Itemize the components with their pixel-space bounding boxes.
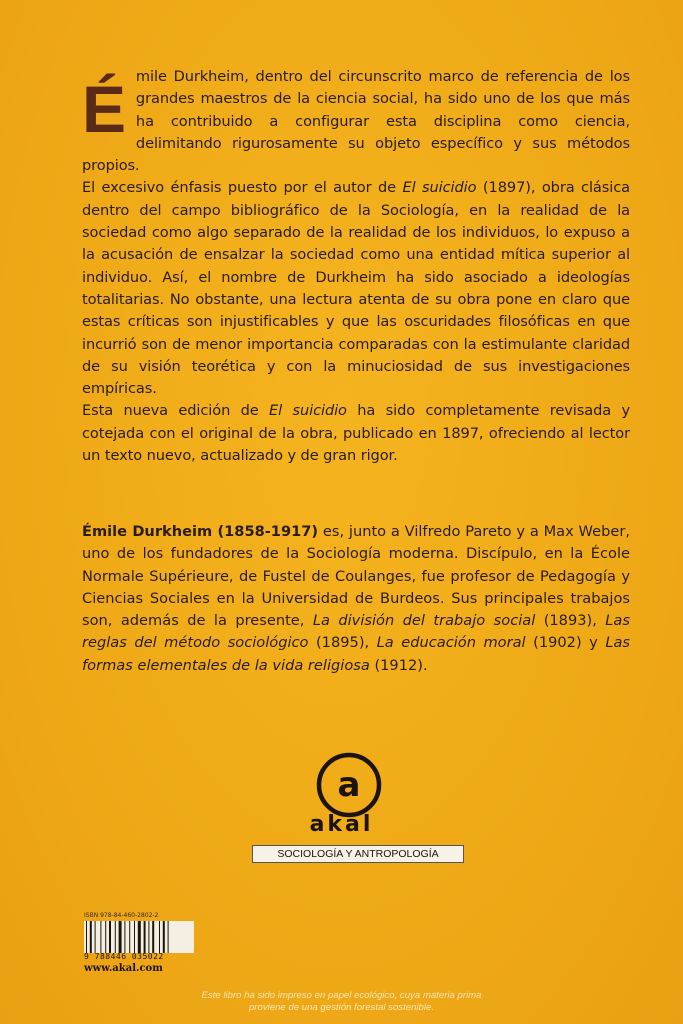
summary-paragraph-1: Émile Durkheim, dentro del circunscrito marco de referencia de los grandes maestros de la ciencia social, ha sido uno de los que más ha contribuido a configurar esta disciplina como ciencia, delimitando rigurosamente su objeto específico y sus métodos propios. bbox=[82, 68, 630, 175]
work-title: Las reglas del método sociológico bbox=[82, 612, 630, 652]
work-title: La división del trabajo social bbox=[312, 612, 536, 630]
dropcap: É bbox=[82, 72, 126, 146]
publisher-logo bbox=[316, 752, 382, 818]
publisher-name: akal bbox=[309, 812, 374, 837]
work-title: Las formas elementales de la vida religiosa bbox=[82, 634, 630, 674]
logo-letter: a bbox=[337, 765, 361, 805]
eco-footer: Este libro ha sido impreso en papel ecológico, cuya materia prima proviene de una gestión forestal sostenible. bbox=[201, 990, 482, 1013]
work-title: La educación moral bbox=[376, 634, 526, 652]
author-bio: Émile Durkheim (1858-1917) es, junto a Vilfredo Pareto y a Max Weber, uno de los fundadores de la Sociología moderna. Discípulo, en la École Normale Supérieure, de Fustel de Coulanges, fue profesor de Pedagogía y Ciencias Sociales en la Universidad de Burdeos. Sus principales trabajos son, además de la presente, La división del trabajo social (1893), Las reglas del método sociológico (1895), La educación moral (1902) y Las formas elementales de la vida religiosa (1912). bbox=[82, 523, 630, 674]
barcode bbox=[84, 921, 194, 953]
book-title: El suicidio bbox=[269, 402, 347, 420]
series-label: SOCIOLOGÍA Y ANTROPOLOGÍA bbox=[252, 845, 464, 863]
isbn-text: ISBN 978-84-460-2802-2 bbox=[84, 912, 159, 919]
website: www.akal.com bbox=[84, 963, 163, 974]
summary-paragraph-3: Esta nueva edición de El suicidio ha sido completamente revisada y cotejada con el original de la obra, publicado en 1897, ofreciendo al lector un texto nuevo, actualizado y de gran rigor. bbox=[82, 402, 630, 465]
summary-text bbox=[82, 66, 630, 467]
author-name: Émile Durkheim (1858-1917) bbox=[82, 523, 319, 540]
barcode-number: 9 788446 035022 bbox=[84, 952, 164, 961]
book-title: El suicidio bbox=[402, 179, 477, 197]
summary-paragraph-2: El excesivo énfasis puesto por el autor de El suicidio (1897), obra clásica dentro del campo bibliográfico de la Sociología, en la realidad de la sociedad como algo separado de la realidad de los individuos, lo expuso a la acusación de ensalzar la sociedad como una entidad mítica superior al individuo. Así, el nombre de Durkheim ha sido asociado a ideologías totalitarias. No obstante, una lectura atenta de su obra pone en claro que estas críticas son injustificables y que las oscuridades filosóficas en que incurrió son de menor importancia comparadas con la estimulante claridad de su visión teorética y con la minuciosidad de sus investigaciones empíricas. bbox=[82, 179, 630, 398]
